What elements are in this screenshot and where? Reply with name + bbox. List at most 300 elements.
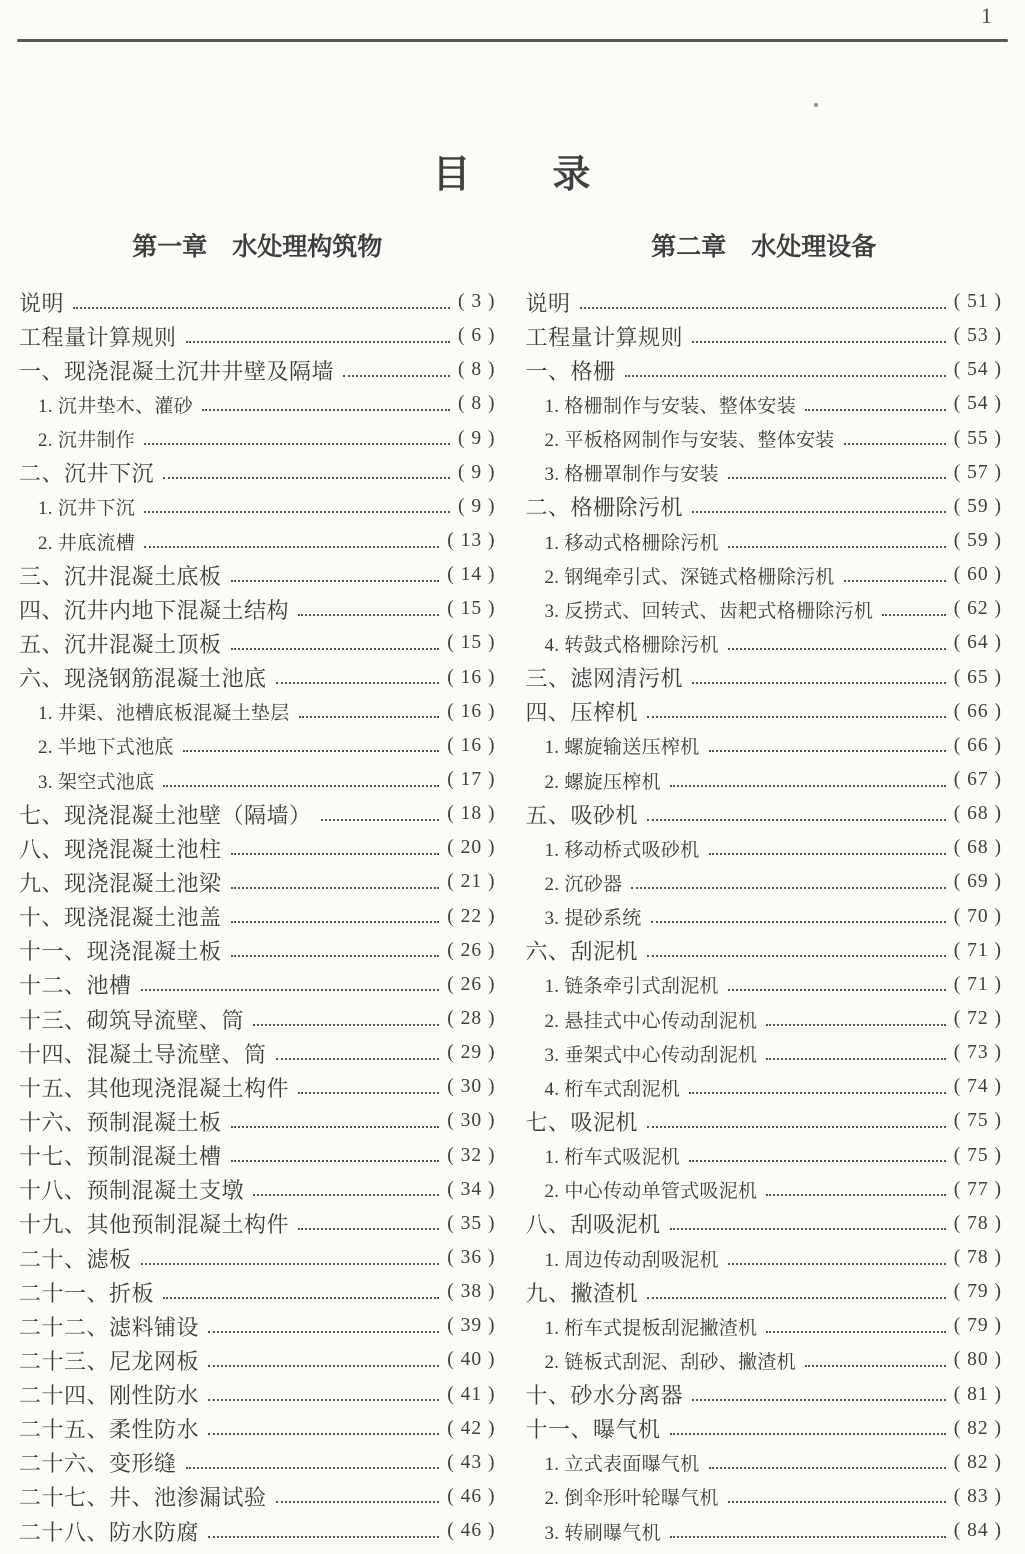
dot-leader	[276, 1490, 440, 1503]
entry-page: ( 67 )	[953, 769, 1002, 791]
entry-label: 4. 转鼓式格栅除污机	[544, 634, 719, 656]
entry-label: 2. 平板格网制作与安装、整体安装	[544, 430, 835, 452]
entry-label: 1. 桁车式提板刮泥撇渣机	[544, 1317, 758, 1339]
dot-leader	[709, 739, 946, 752]
dot-leader	[670, 1217, 946, 1230]
entry-label: 七、吸泥机	[525, 1109, 639, 1135]
dot-leader	[298, 1081, 439, 1094]
entry-label: 二十二、滤料铺设	[19, 1314, 200, 1340]
dot-leader	[73, 296, 450, 309]
entry-page: ( 71 )	[953, 973, 1002, 995]
entry-label: 1. 移动桥式吸砂机	[544, 839, 700, 861]
entry-label: 2. 悬挂式中心传动刮泥机	[544, 1010, 758, 1032]
entry-label: 十九、其他预制混凝土构件	[19, 1212, 290, 1238]
entry-page: ( 13 )	[447, 530, 496, 552]
entry-label: 二十四、刚性防水	[19, 1383, 200, 1409]
toc-list	[526, 285, 1003, 1548]
dot-leader	[670, 774, 946, 787]
entry-page: ( 20 )	[447, 837, 496, 859]
toc-entry	[19, 1139, 496, 1173]
entry-label: 2. 沉砂器	[544, 873, 623, 895]
entry-label: 3. 垂架式中心传动刮泥机	[544, 1044, 758, 1066]
entry-label: 二十、滤板	[19, 1246, 132, 1272]
dot-leader	[141, 978, 440, 991]
toc-entry	[526, 865, 1003, 899]
toc-entry	[526, 592, 1003, 626]
entry-page: ( 79 )	[953, 1281, 1002, 1303]
entry-label: 八、现浇混凝土池柱	[19, 836, 222, 862]
toc-entry	[19, 1241, 496, 1275]
toc-entry	[19, 763, 496, 797]
dot-leader	[231, 637, 440, 650]
toc-entry	[526, 319, 1003, 353]
toc-entry	[526, 558, 1003, 592]
entry-page: ( 18 )	[447, 803, 496, 825]
dot-leader	[728, 1252, 946, 1265]
toc-entry	[19, 1275, 496, 1309]
entry-page: ( 41 )	[447, 1383, 496, 1405]
toc-entry	[19, 524, 496, 558]
toc-entry	[19, 626, 496, 660]
entry-page: ( 59 )	[953, 495, 1002, 517]
entry-label: 2. 螺旋压榨机	[544, 771, 661, 793]
dot-leader	[163, 466, 450, 479]
toc-entry	[19, 1104, 496, 1138]
toc-entry	[19, 1446, 496, 1480]
entry-page: ( 16 )	[447, 666, 496, 688]
entry-page: ( 68 )	[953, 803, 1002, 825]
entry-label: 十、现浇混凝土池盖	[19, 905, 222, 931]
toc-entry	[526, 831, 1003, 865]
entry-label: 说明	[525, 290, 571, 316]
dot-leader	[844, 569, 946, 582]
entry-page: ( 79 )	[953, 1315, 1002, 1337]
entry-label: 十一、现浇混凝土板	[19, 939, 222, 965]
scan-speck	[814, 103, 818, 107]
dot-leader	[647, 944, 946, 957]
entry-page: ( 54 )	[953, 359, 1002, 381]
entry-label: 十五、其他现浇混凝土构件	[19, 1075, 290, 1101]
chapter-column-2	[526, 230, 1003, 1548]
entry-page: ( 35 )	[447, 1212, 496, 1234]
dot-leader	[647, 705, 946, 718]
dot-leader	[208, 1354, 439, 1367]
dot-leader	[766, 1047, 945, 1060]
entry-label: 二十八、防水防腐	[19, 1519, 200, 1545]
entry-label: 四、压榨机	[525, 700, 639, 726]
entry-label: 1. 螺旋输送压榨机	[544, 737, 700, 759]
toc-entry	[526, 1207, 1003, 1241]
toc-list	[19, 285, 496, 1548]
dot-leader	[202, 398, 450, 411]
toc-entry	[19, 1480, 496, 1514]
entry-page: ( 38 )	[447, 1281, 496, 1303]
entry-label: 八、刮吸泥机	[525, 1212, 661, 1238]
dot-leader	[186, 1456, 440, 1469]
entry-label: 三、沉井混凝土底板	[19, 563, 222, 589]
dot-leader	[689, 1149, 946, 1162]
entry-page: ( 42 )	[447, 1417, 496, 1439]
entry-label: 4. 桁车式刮泥机	[544, 1078, 681, 1100]
entry-label: 六、刮泥机	[525, 939, 639, 965]
entry-page: ( 82 )	[953, 1451, 1002, 1473]
entry-page: ( 16 )	[447, 700, 496, 722]
toc-entry	[526, 1378, 1003, 1412]
entry-page: ( 78 )	[953, 1247, 1002, 1268]
toc-entry	[526, 797, 1003, 831]
toc-entry	[19, 490, 496, 524]
dot-leader	[298, 1217, 439, 1230]
dot-leader	[728, 978, 946, 991]
dot-leader	[276, 671, 440, 684]
toc-entry	[526, 1036, 1003, 1070]
dot-leader	[805, 1354, 946, 1367]
dot-leader	[647, 1286, 946, 1299]
dot-leader	[231, 569, 440, 582]
toc-entry	[526, 1514, 1003, 1548]
toc-entry	[526, 968, 1003, 1002]
toc-entry	[19, 285, 496, 319]
entry-page: ( 68 )	[953, 837, 1002, 859]
dot-leader	[231, 944, 440, 957]
dot-leader	[231, 910, 440, 923]
dot-leader	[343, 364, 450, 377]
dot-leader	[647, 808, 946, 821]
entry-page: ( 15 )	[447, 632, 496, 654]
entry-page: ( 60 )	[953, 564, 1002, 586]
entry-label: 二、沉井下沉	[19, 461, 155, 487]
dot-leader	[186, 330, 450, 343]
entry-label: 2. 倒伞形叶轮曝气机	[544, 1488, 719, 1510]
dot-leader	[208, 1388, 439, 1401]
dot-leader	[141, 1252, 440, 1265]
entry-label: 二十三、尼龙网板	[19, 1348, 200, 1374]
entry-label: 2. 半地下式池底	[38, 737, 174, 759]
entry-label: 十三、砌筑导流壁、筒	[19, 1007, 245, 1033]
entry-page: ( 66 )	[953, 700, 1002, 722]
dot-leader	[208, 1422, 439, 1435]
dot-leader	[163, 1286, 439, 1299]
entry-page: ( 64 )	[953, 632, 1002, 654]
dot-leader	[631, 876, 945, 889]
dot-leader	[882, 603, 946, 616]
entry-label: 五、沉井混凝土顶板	[19, 631, 222, 657]
chapter-heading: 第一章 水处理构筑物	[132, 233, 383, 261]
header-rule	[17, 39, 1008, 42]
entry-label: 十、砂水分离器	[525, 1383, 684, 1409]
entry-page: ( 30 )	[447, 1110, 496, 1132]
toc-entry	[19, 456, 496, 490]
toc-entry	[526, 353, 1003, 387]
entry-label: 十八、预制混凝土支墩	[19, 1178, 245, 1204]
toc-entry	[526, 1002, 1003, 1036]
entry-label: 工程量计算规则	[19, 324, 177, 350]
entry-page: ( 51 )	[953, 291, 1002, 313]
dot-leader	[144, 432, 450, 445]
toc-entry	[526, 524, 1003, 558]
entry-label: 七、现浇混凝土池壁（隔墙）	[19, 802, 312, 828]
entry-page: ( 80 )	[953, 1349, 1002, 1371]
entry-label: 1. 沉井垫木、灌砂	[38, 395, 194, 417]
entry-page: ( 22 )	[447, 905, 496, 927]
entry-label: 二十一、折板	[19, 1280, 155, 1306]
dot-leader	[709, 842, 946, 855]
toc-columns	[19, 230, 1002, 1548]
entry-page: ( 3 )	[458, 291, 496, 313]
toc-entry	[526, 1104, 1003, 1138]
entry-page: ( 9 )	[458, 427, 496, 449]
entry-label: 三、滤网清污机	[525, 666, 684, 692]
entry-label: 2. 井底流槽	[38, 532, 136, 554]
entry-page: ( 83 )	[953, 1485, 1002, 1507]
entry-label: 一、格栅	[525, 358, 616, 384]
dot-leader	[580, 296, 946, 309]
entry-page: ( 9 )	[458, 495, 496, 517]
dot-leader	[692, 500, 946, 513]
dot-leader	[805, 398, 946, 411]
toc-entry	[19, 1002, 496, 1036]
toc-entry	[526, 763, 1003, 797]
entry-label: 3. 反捞式、回转式、齿耙式格栅除污机	[544, 600, 874, 622]
chapter-column-1	[19, 230, 496, 1548]
dot-leader	[231, 1149, 440, 1162]
dot-leader	[647, 1115, 946, 1128]
toc-entry	[19, 319, 496, 353]
dot-leader	[670, 1422, 946, 1435]
toc-entry	[19, 934, 496, 968]
dot-leader	[692, 1388, 946, 1401]
dot-leader	[231, 842, 440, 855]
entry-label: 3. 架空式池底	[38, 771, 155, 793]
dot-leader	[766, 1320, 945, 1333]
dot-leader	[163, 774, 439, 787]
entry-page: ( 21 )	[447, 871, 496, 893]
entry-label: 1. 桁车式吸泥机	[544, 1147, 681, 1169]
toc-entry	[19, 661, 496, 695]
entry-label: 十七、预制混凝土槽	[19, 1144, 222, 1170]
toc-entry	[526, 661, 1003, 695]
dot-leader	[766, 1013, 945, 1026]
entry-page: ( 16 )	[447, 734, 496, 756]
entry-label: 3. 转刷曝气机	[544, 1522, 661, 1544]
toc-entry	[19, 1378, 496, 1412]
dot-leader	[692, 330, 946, 343]
toc-entry	[526, 1309, 1003, 1343]
entry-page: ( 29 )	[447, 1042, 496, 1064]
toc-entry	[19, 968, 496, 1002]
toc-entry	[19, 558, 496, 592]
toc-title: 目 录	[432, 154, 593, 196]
toc-entry	[526, 626, 1003, 660]
toc-entry	[526, 422, 1003, 456]
dot-leader	[253, 1013, 439, 1026]
entry-label: 五、吸砂机	[525, 802, 639, 828]
entry-page: ( 84 )	[953, 1520, 1002, 1542]
entry-page: ( 53 )	[953, 325, 1002, 347]
entry-page: ( 74 )	[953, 1076, 1002, 1098]
entry-label: 2. 链板式刮泥、刮砂、撇渣机	[544, 1351, 797, 1373]
entry-label: 3. 格栅罩制作与安装	[544, 464, 719, 486]
entry-page: ( 82 )	[953, 1417, 1002, 1439]
entry-page: ( 43 )	[447, 1451, 496, 1473]
page-number: 1	[981, 3, 992, 28]
entry-label: 二十五、柔性防水	[19, 1417, 200, 1443]
entry-page: ( 9 )	[458, 461, 496, 483]
entry-page: ( 17 )	[447, 769, 496, 791]
entry-page: ( 15 )	[447, 598, 496, 620]
entry-label: 3. 提砂系统	[544, 908, 642, 930]
toc-entry	[526, 1480, 1003, 1514]
entry-page: ( 69 )	[953, 871, 1002, 893]
dot-leader	[208, 1320, 439, 1333]
entry-label: 六、现浇钢筋混凝土池底	[19, 666, 267, 692]
entry-page: ( 32 )	[447, 1144, 496, 1166]
entry-page: ( 6 )	[458, 325, 496, 347]
entry-page: ( 71 )	[953, 939, 1002, 961]
dot-leader	[298, 603, 439, 616]
entry-page: ( 66 )	[953, 734, 1002, 756]
entry-page: ( 36 )	[447, 1247, 496, 1268]
entry-label: 1. 格栅制作与安装、整体安装	[544, 395, 797, 417]
entry-label: 1. 移动式格栅除污机	[544, 532, 719, 554]
toc-entry	[19, 1070, 496, 1104]
toc-entry	[526, 729, 1003, 763]
entry-label: 十六、预制混凝土板	[19, 1109, 222, 1135]
entry-label: 二、格栅除污机	[525, 495, 684, 521]
toc-entry	[19, 729, 496, 763]
toc-entry	[19, 1343, 496, 1377]
entry-label: 九、撇渣机	[525, 1280, 639, 1306]
entry-label: 1. 沉井下沉	[38, 498, 136, 520]
entry-page: ( 59 )	[953, 530, 1002, 552]
dot-leader	[144, 535, 439, 548]
dot-leader	[670, 1525, 946, 1538]
entry-page: ( 77 )	[953, 1178, 1002, 1200]
toc-entry	[526, 1412, 1003, 1446]
entry-page: ( 8 )	[458, 359, 496, 381]
dot-leader	[321, 808, 440, 821]
dot-leader	[844, 432, 946, 445]
toc-entry	[19, 387, 496, 421]
entry-page: ( 28 )	[447, 1008, 496, 1030]
entry-label: 二十六、变形缝	[19, 1451, 177, 1477]
dot-leader	[728, 637, 946, 650]
dot-leader	[728, 466, 946, 479]
toc-entry	[526, 1241, 1003, 1275]
toc-entry	[19, 1173, 496, 1207]
dot-leader	[766, 1183, 945, 1196]
toc-entry	[526, 285, 1003, 319]
entry-label: 1. 井渠、池槽底板混凝土垫层	[38, 703, 290, 725]
entry-label: 十一、曝气机	[525, 1417, 661, 1443]
dot-leader	[689, 1081, 946, 1094]
dot-leader	[728, 1490, 946, 1503]
toc-entry	[526, 456, 1003, 490]
entry-label: 十二、池槽	[19, 973, 132, 999]
entry-page: ( 26 )	[447, 973, 496, 995]
dot-leader	[231, 1115, 440, 1128]
toc-entry	[19, 422, 496, 456]
toc-entry	[526, 934, 1003, 968]
entry-page: ( 72 )	[953, 1008, 1002, 1030]
entry-page: ( 26 )	[447, 939, 496, 961]
entry-page: ( 46 )	[447, 1520, 496, 1542]
dot-leader	[692, 671, 946, 684]
entry-page: ( 81 )	[953, 1383, 1002, 1405]
entry-page: ( 65 )	[953, 666, 1002, 688]
entry-label: 1. 链条牵引式刮泥机	[544, 976, 719, 998]
entry-label: 1. 立式表面曝气机	[544, 1454, 700, 1476]
dot-leader	[183, 739, 440, 752]
toc-entry	[526, 1446, 1003, 1480]
toc-entry	[19, 900, 496, 934]
dot-leader	[709, 1456, 946, 1469]
toc-entry	[19, 1412, 496, 1446]
toc-entry	[19, 1036, 496, 1070]
entry-label: 说明	[19, 290, 65, 316]
chapter-heading: 第二章 水处理设备	[651, 233, 877, 261]
toc-entry	[526, 695, 1003, 729]
toc-entry	[19, 865, 496, 899]
toc-entry	[526, 1173, 1003, 1207]
entry-label: 工程量计算规则	[525, 324, 684, 350]
entry-page: ( 46 )	[447, 1485, 496, 1507]
dot-leader	[253, 1183, 439, 1196]
entry-page: ( 78 )	[953, 1212, 1002, 1234]
entry-page: ( 62 )	[953, 598, 1002, 620]
toc-entry	[19, 1207, 496, 1241]
entry-page: ( 30 )	[447, 1076, 496, 1098]
dot-leader	[651, 910, 946, 923]
entry-label: 十四、混凝土导流壁、筒	[19, 1041, 267, 1067]
dot-leader	[625, 364, 946, 377]
entry-page: ( 70 )	[953, 905, 1002, 927]
dot-leader	[299, 705, 440, 718]
entry-label: 2. 钢绳牵引式、深链式格栅除污机	[544, 566, 835, 588]
toc-entry	[19, 695, 496, 729]
entry-label: 2. 沉井制作	[38, 430, 136, 452]
entry-page: ( 75 )	[953, 1110, 1002, 1132]
entry-page: ( 40 )	[447, 1349, 496, 1371]
toc-entry	[19, 797, 496, 831]
entry-page: ( 57 )	[953, 461, 1002, 483]
entry-label: 二十七、井、池渗漏试验	[19, 1485, 267, 1511]
entry-page: ( 75 )	[953, 1144, 1002, 1166]
dot-leader	[276, 1047, 440, 1060]
entry-page: ( 54 )	[953, 393, 1002, 415]
toc-entry	[526, 900, 1003, 934]
toc-entry	[19, 1514, 496, 1548]
toc-entry	[19, 592, 496, 626]
toc-entry	[526, 387, 1003, 421]
entry-label: 九、现浇混凝土池梁	[19, 870, 222, 896]
dot-leader	[728, 535, 946, 548]
entry-page: ( 73 )	[953, 1042, 1002, 1064]
entry-label: 一、现浇混凝土沉井井壁及隔墙	[19, 358, 335, 384]
entry-page: ( 39 )	[447, 1315, 496, 1337]
toc-entry	[526, 1139, 1003, 1173]
dot-leader	[231, 876, 440, 889]
entry-page: ( 14 )	[447, 564, 496, 586]
toc-entry	[526, 1275, 1003, 1309]
toc-entry	[19, 1309, 496, 1343]
entry-label: 1. 周边传动刮吸泥机	[544, 1249, 719, 1271]
entry-page: ( 8 )	[458, 393, 496, 415]
toc-entry	[19, 831, 496, 865]
entry-page: ( 55 )	[953, 427, 1002, 449]
dot-leader	[144, 500, 450, 513]
entry-label: 四、沉井内地下混凝土结构	[19, 597, 290, 623]
